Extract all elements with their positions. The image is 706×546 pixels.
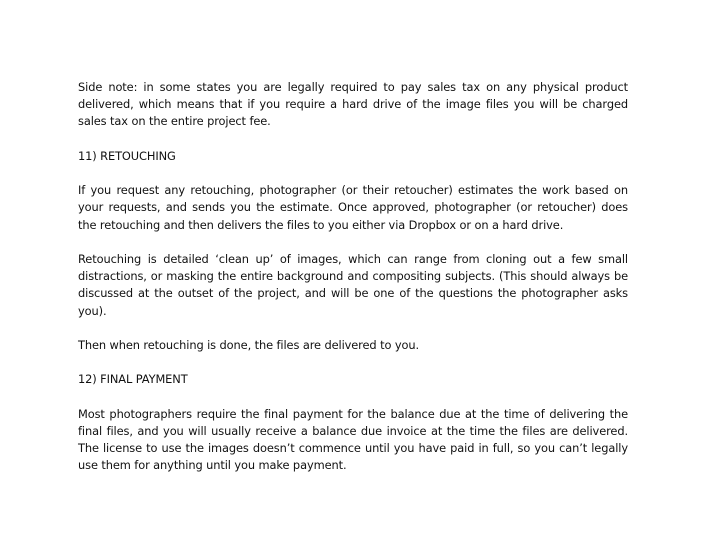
retouching-paragraph-1: If you request any retouching, photographer (or their retoucher) estimates the work based on your requests, and sends you the estimate. Once approved, photographer (or retoucher) does the retouching and then delivers the files to you either via Dropbox or on a hard drive.	[78, 183, 628, 232]
section-heading-retouching: 11) RETOUCHING	[78, 148, 176, 163]
side-note-paragraph: Side note: in some states you are legally required to pay sales tax on any physical product delivered, which means that if you require a hard drive of the image files you will be charged sales tax on the entire project fee.	[78, 80, 628, 129]
section-heading-final-payment: 12) FINAL PAYMENT	[78, 372, 188, 387]
retouching-paragraph-3: Then when retouching is done, the files are delivered to you.	[78, 337, 419, 352]
retouching-paragraph-2: Retouching is detailed ‘clean up’ of images, which can range from cloning out a few small distractions, or masking the entire background and compositing subjects. (This should always be discussed at the outset of the project, and will be one of the questions the photographer asks you).	[78, 251, 628, 318]
final-payment-paragraph-1: Most photographers require the final payment for the balance due at the time of delivering the final files, and you will usually receive a balance due invoice at the time the files are delivered. The license to use the images doesn’t commence until you have paid in full, so you can’t legally use them for anything until you make payment.	[78, 406, 628, 473]
document-body	[78, 79, 628, 492]
